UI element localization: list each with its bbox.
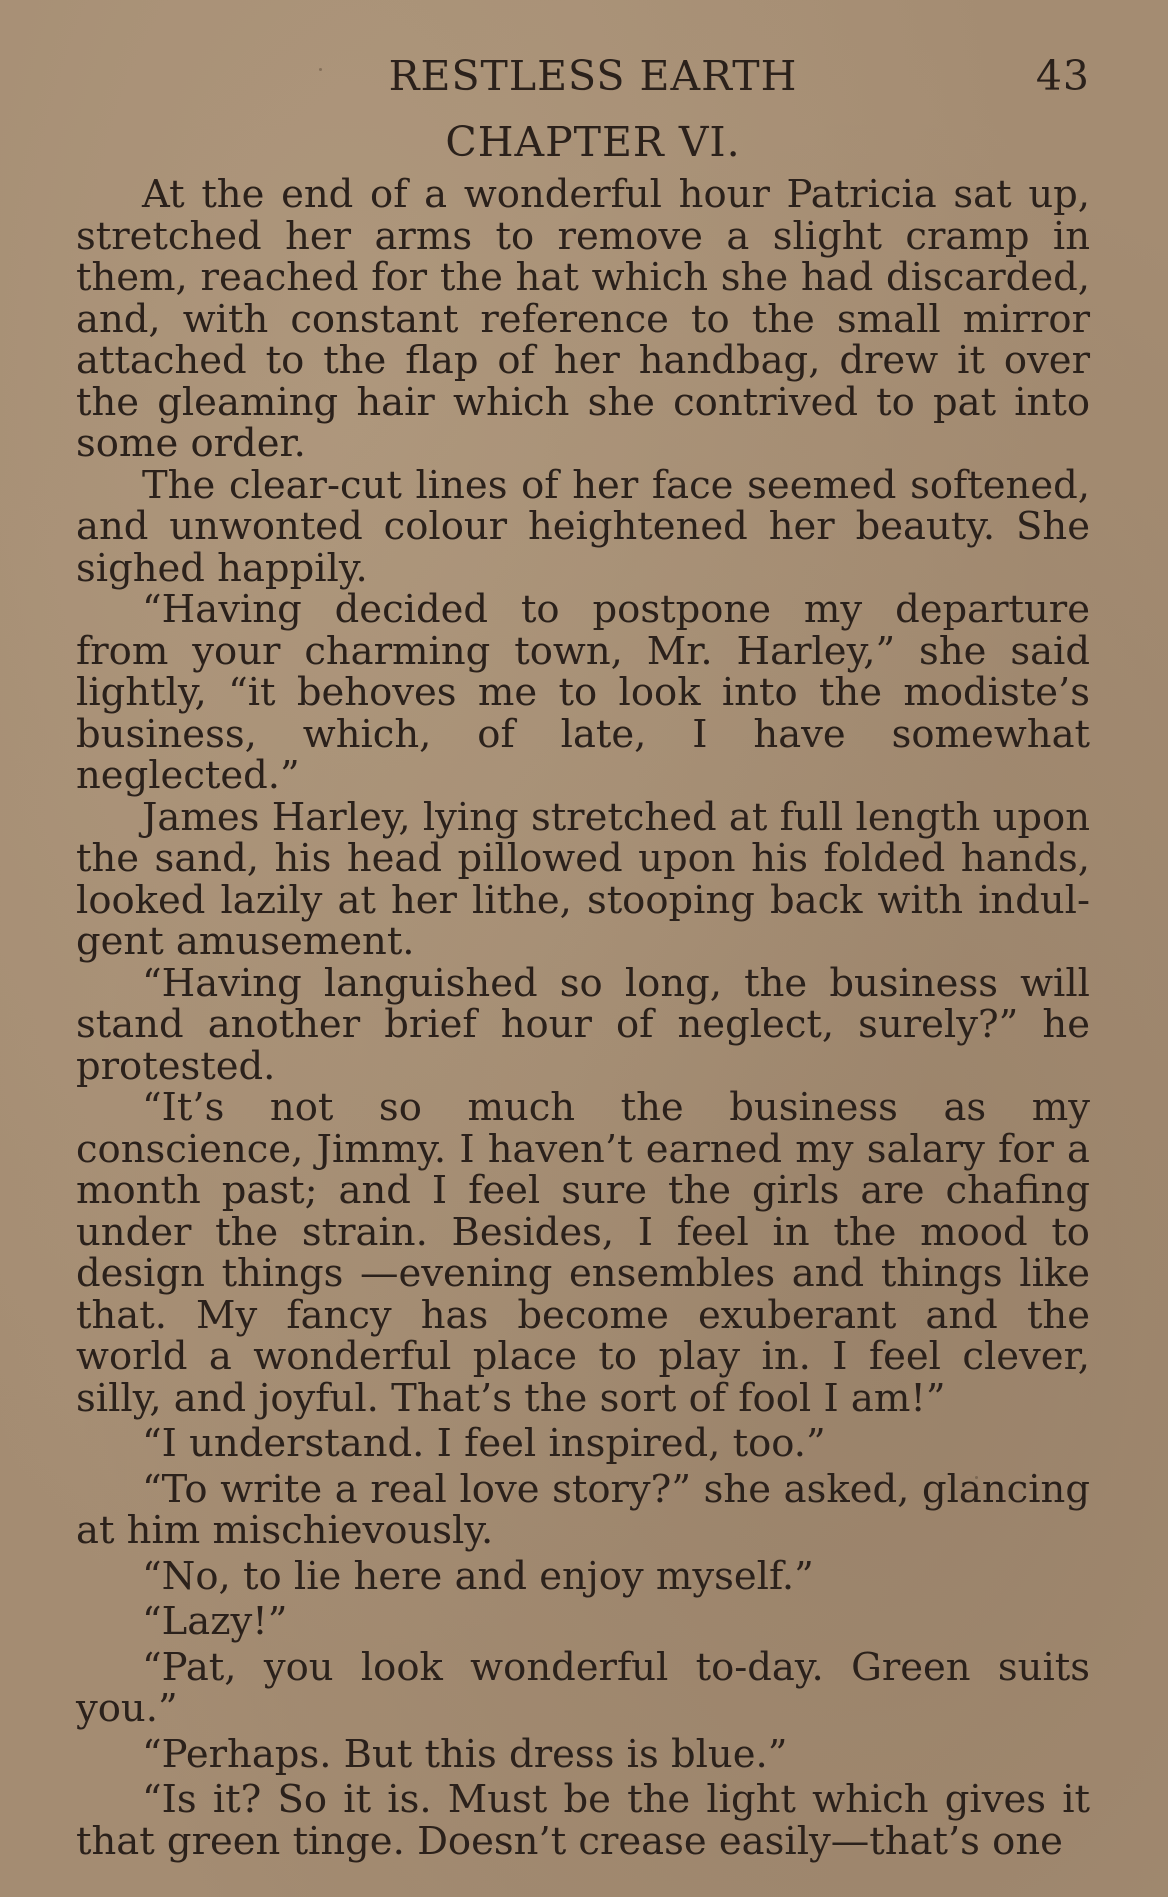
running-title: RESTLESS EARTH	[388, 52, 798, 100]
paragraph: “No, to lie here and enjoy myself.”	[142, 1553, 814, 1599]
paragraph: “Having languished so long, the business will stand another brief hour of neglect, surely?” he protested.	[76, 960, 1090, 1089]
paragraph: “Is it? So it is. Must be the light which gives it that green tinge. Doesn’t crease easily—that’s one	[76, 1777, 1090, 1864]
paper-speck	[580, 866, 583, 869]
paragraph: The clear-cut lines of her face seemed softened, and unwonted colour heightened her beauty. She sighed happily.	[76, 462, 1090, 591]
page-number: 43	[1035, 52, 1090, 100]
paragraph: “I understand. I feel inspired, too.”	[142, 1421, 826, 1466]
chapter-heading: CHAPTER VI.	[445, 118, 741, 166]
paragraph: “Perhaps. But this dress is blue.”	[142, 1731, 788, 1777]
paragraph: “To write a real love story?” she asked, glancing at him mischievously.	[76, 1466, 1090, 1553]
paper-speck	[975, 1476, 978, 1479]
running-head	[76, 52, 1090, 108]
paper-speck	[319, 68, 322, 71]
body-text	[76, 174, 1090, 1862]
paragraph: James Harley, lying stretched at full length upon the sand, his head pillowed upon his folded hands, looked lazily at her lithe, stooping back with indul-gent amusement.	[76, 794, 1090, 964]
paragraph: “Lazy!”	[142, 1599, 288, 1644]
paragraph: “It’s not so much the business as my conscience, Jimmy. I haven’t earned my salary for a month past; and I feel sure the girls are chafing under the strain. Besides, I feel in the mood to design things —evening ensembles and things like that. My fancy has become exuberant and the world a wonderful place to play in. I feel clever, silly, and joyful. That’s the sort of fool I am!”	[76, 1085, 1090, 1421]
paragraph: “Having decided to postpone my departure from your charming town, Mr. Harley,” she said lightly, “it behoves me to look into the modiste’s business, which, of late, I have somewhat neglected.”	[76, 587, 1090, 798]
paragraph: “Pat, you look wonderful to-day. Green suits you.”	[76, 1644, 1090, 1731]
paragraph: At the end of a wonderful hour Patricia sat up, stretched her arms to remove a slight cramp in them, reached for the hat which she had discarded, and, with constant reference to the small mirror attached to the flap of her handbag, drew it over the gleaming hair which she contrived to pat into some order.	[76, 172, 1090, 466]
book-page	[76, 52, 1090, 1862]
